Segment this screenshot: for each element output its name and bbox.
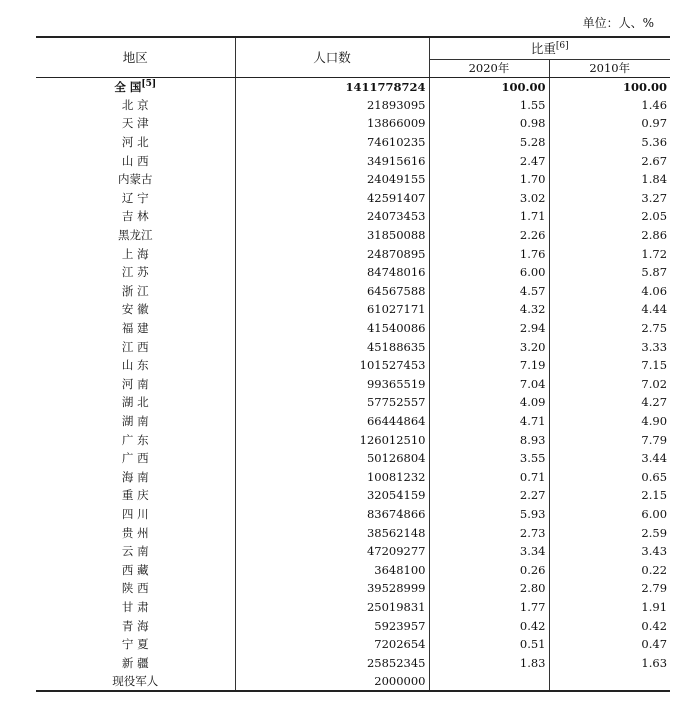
table-row bbox=[36, 449, 670, 468]
population-cell: 66444864 bbox=[235, 412, 429, 431]
population-cell: 21893095 bbox=[235, 96, 429, 115]
share-2010-cell: 2.75 bbox=[549, 319, 670, 338]
population-table bbox=[36, 36, 670, 692]
population-cell: 84748016 bbox=[235, 263, 429, 282]
share-2020-cell: 1.71 bbox=[429, 207, 549, 226]
region-name: 广 东 bbox=[121, 432, 149, 447]
table-row bbox=[36, 542, 670, 561]
region-name: 安 徽 bbox=[121, 302, 149, 317]
share-2020-cell: 0.42 bbox=[429, 616, 549, 635]
share-2020-cell: 4.32 bbox=[429, 300, 549, 319]
share-2020-cell: 2.47 bbox=[429, 151, 549, 170]
region-name: 辽 宁 bbox=[121, 190, 149, 205]
region-name: 山 东 bbox=[121, 358, 149, 373]
population-cell: 57752557 bbox=[235, 393, 429, 412]
population-cell: 34915616 bbox=[235, 151, 429, 170]
total-region: 全 国 bbox=[114, 79, 142, 94]
table-row bbox=[36, 356, 670, 375]
population-cell: 61027171 bbox=[235, 300, 429, 319]
table-row bbox=[36, 170, 670, 189]
share-2010-cell: 4.44 bbox=[549, 300, 670, 319]
region-name: 四 川 bbox=[121, 506, 149, 521]
share-2010-cell: 0.42 bbox=[549, 616, 670, 635]
share-2010-cell: 5.87 bbox=[549, 263, 670, 282]
table-row bbox=[36, 226, 670, 245]
share-2020-cell: 2.73 bbox=[429, 523, 549, 542]
table-row bbox=[36, 263, 670, 282]
table-row bbox=[36, 114, 670, 133]
share-2010-cell: 1.63 bbox=[549, 653, 670, 672]
share-2010-cell: 2.15 bbox=[549, 486, 670, 505]
share-2020-cell: 4.57 bbox=[429, 282, 549, 301]
share-2010-cell: 2.79 bbox=[549, 579, 670, 598]
table-row bbox=[36, 579, 670, 598]
region-name: 甘 肃 bbox=[121, 599, 149, 614]
table-row bbox=[36, 430, 670, 449]
share-2010-cell: 5.36 bbox=[549, 133, 670, 152]
share-2020-cell: 1.55 bbox=[429, 96, 549, 115]
header-share-label: 比重 bbox=[530, 41, 556, 57]
table-row bbox=[36, 337, 670, 356]
table-row-total bbox=[36, 77, 670, 96]
total-note: [5] bbox=[141, 78, 157, 89]
share-2010-cell: 3.33 bbox=[549, 337, 670, 356]
region-name: 重 庆 bbox=[121, 488, 149, 503]
share-2020-cell: 2.80 bbox=[429, 579, 549, 598]
population-cell: 42591407 bbox=[235, 189, 429, 208]
total-region-cell bbox=[36, 77, 235, 96]
population-cell: 25852345 bbox=[235, 653, 429, 672]
header-year-2020: 2020年 bbox=[429, 59, 549, 77]
table-row bbox=[36, 282, 670, 301]
region-name: 天 津 bbox=[121, 116, 149, 131]
region-name: 云 南 bbox=[121, 544, 149, 559]
population-cell: 50126804 bbox=[235, 449, 429, 468]
table-body bbox=[36, 77, 670, 691]
share-2020-cell: 4.09 bbox=[429, 393, 549, 412]
share-2020-cell: 7.04 bbox=[429, 375, 549, 394]
region-name: 陕 西 bbox=[121, 581, 149, 596]
table-row bbox=[36, 598, 670, 617]
table-row bbox=[36, 616, 670, 635]
population-cell: 2000000 bbox=[235, 672, 429, 691]
share-2020-cell: 8.93 bbox=[429, 430, 549, 449]
population-cell: 101527453 bbox=[235, 356, 429, 375]
population-cell: 32054159 bbox=[235, 486, 429, 505]
region-name: 河 南 bbox=[121, 376, 149, 391]
share-2010-cell: 2.59 bbox=[549, 523, 670, 542]
population-cell: 39528999 bbox=[235, 579, 429, 598]
share-2020-cell: 4.71 bbox=[429, 412, 549, 431]
population-cell: 7202654 bbox=[235, 635, 429, 654]
population-cell: 13866009 bbox=[235, 114, 429, 133]
region-name: 北 京 bbox=[121, 97, 149, 112]
share-2010-cell: 0.47 bbox=[549, 635, 670, 654]
share-2020-cell: 3.34 bbox=[429, 542, 549, 561]
table-row bbox=[36, 672, 670, 691]
region-name: 内蒙古 bbox=[118, 172, 153, 187]
header-population: 人口数 bbox=[235, 37, 429, 77]
population-cell: 64567588 bbox=[235, 282, 429, 301]
table-row bbox=[36, 300, 670, 319]
table-row bbox=[36, 653, 670, 672]
region-name: 江 西 bbox=[121, 339, 149, 354]
table-row bbox=[36, 635, 670, 654]
table-row bbox=[36, 467, 670, 486]
header-year-2010: 2010年 bbox=[549, 59, 670, 77]
population-cell: 126012510 bbox=[235, 430, 429, 449]
table-row bbox=[36, 505, 670, 524]
population-cell: 31850088 bbox=[235, 226, 429, 245]
share-2020-cell bbox=[429, 672, 549, 691]
share-2010-cell: 1.84 bbox=[549, 170, 670, 189]
share-2010-cell: 0.65 bbox=[549, 467, 670, 486]
share-2020-cell: 1.83 bbox=[429, 653, 549, 672]
share-2010-cell: 2.67 bbox=[549, 151, 670, 170]
share-2020-cell: 2.94 bbox=[429, 319, 549, 338]
table-row bbox=[36, 207, 670, 226]
share-2020-cell: 3.55 bbox=[429, 449, 549, 468]
share-2010-cell: 7.15 bbox=[549, 356, 670, 375]
share-2010-cell: 0.22 bbox=[549, 560, 670, 579]
region-name: 新 疆 bbox=[121, 655, 149, 670]
header-share-note: [6] bbox=[555, 41, 569, 52]
share-2010-cell: 1.46 bbox=[549, 96, 670, 115]
region-name: 福 建 bbox=[121, 321, 149, 336]
unit-label: 单位：人、% bbox=[582, 16, 654, 30]
share-2010-cell: 2.05 bbox=[549, 207, 670, 226]
share-2020-cell: 0.71 bbox=[429, 467, 549, 486]
share-2020-cell: 0.98 bbox=[429, 114, 549, 133]
share-2010-cell: 0.97 bbox=[549, 114, 670, 133]
share-2010-cell: 2.86 bbox=[549, 226, 670, 245]
table-row bbox=[36, 319, 670, 338]
share-2020-cell: 2.27 bbox=[429, 486, 549, 505]
total-share-2020: 100.00 bbox=[429, 77, 549, 96]
region-name: 湖 北 bbox=[121, 395, 149, 410]
region-name: 河 北 bbox=[121, 135, 149, 150]
table-row bbox=[36, 560, 670, 579]
share-2010-cell: 6.00 bbox=[549, 505, 670, 524]
region-name: 青 海 bbox=[121, 618, 149, 633]
share-2020-cell: 7.19 bbox=[429, 356, 549, 375]
share-2020-cell: 5.93 bbox=[429, 505, 549, 524]
share-2020-cell: 5.28 bbox=[429, 133, 549, 152]
population-cell: 47209277 bbox=[235, 542, 429, 561]
region-name: 宁 夏 bbox=[121, 637, 149, 652]
region-name: 山 西 bbox=[121, 153, 149, 168]
total-population: 1411778724 bbox=[235, 77, 429, 96]
population-cell: 24049155 bbox=[235, 170, 429, 189]
region-name: 湖 南 bbox=[121, 413, 149, 428]
share-2020-cell: 0.51 bbox=[429, 635, 549, 654]
share-2020-cell: 6.00 bbox=[429, 263, 549, 282]
table-row bbox=[36, 412, 670, 431]
region-name: 西 藏 bbox=[121, 562, 149, 577]
population-cell: 41540086 bbox=[235, 319, 429, 338]
population-cell: 10081232 bbox=[235, 467, 429, 486]
population-cell: 38562148 bbox=[235, 523, 429, 542]
table-row bbox=[36, 393, 670, 412]
table-row bbox=[36, 133, 670, 152]
table-row bbox=[36, 523, 670, 542]
share-2010-cell: 4.90 bbox=[549, 412, 670, 431]
table-row bbox=[36, 96, 670, 115]
share-2010-cell: 7.02 bbox=[549, 375, 670, 394]
region-name: 上 海 bbox=[121, 246, 149, 261]
population-cell: 25019831 bbox=[235, 598, 429, 617]
table-row bbox=[36, 244, 670, 263]
share-2020-cell: 1.76 bbox=[429, 244, 549, 263]
population-cell: 3648100 bbox=[235, 560, 429, 579]
share-2010-cell: 4.06 bbox=[549, 282, 670, 301]
table-row bbox=[36, 189, 670, 208]
region-name: 浙 江 bbox=[121, 283, 149, 298]
population-cell: 24870895 bbox=[235, 244, 429, 263]
share-2010-cell: 3.43 bbox=[549, 542, 670, 561]
share-2020-cell: 2.26 bbox=[429, 226, 549, 245]
region-name: 海 南 bbox=[121, 469, 149, 484]
population-cell: 5923957 bbox=[235, 616, 429, 635]
share-2020-cell: 1.77 bbox=[429, 598, 549, 617]
table-row bbox=[36, 375, 670, 394]
share-2010-cell: 3.27 bbox=[549, 189, 670, 208]
share-2010-cell bbox=[549, 672, 670, 691]
share-2020-cell: 3.20 bbox=[429, 337, 549, 356]
population-cell: 24073453 bbox=[235, 207, 429, 226]
population-cell: 83674866 bbox=[235, 505, 429, 524]
table-row bbox=[36, 151, 670, 170]
share-2010-cell: 4.27 bbox=[549, 393, 670, 412]
header-region: 地区 bbox=[36, 37, 235, 77]
region-name: 黑龙江 bbox=[118, 228, 153, 243]
share-2020-cell: 3.02 bbox=[429, 189, 549, 208]
share-2020-cell: 1.70 bbox=[429, 170, 549, 189]
share-2020-cell: 0.26 bbox=[429, 560, 549, 579]
header-share bbox=[429, 37, 670, 59]
population-cell: 99365519 bbox=[235, 375, 429, 394]
total-share-2010: 100.00 bbox=[549, 77, 670, 96]
region-name: 江 苏 bbox=[121, 265, 149, 280]
region-name: 现役军人 bbox=[36, 672, 235, 691]
share-2010-cell: 1.91 bbox=[549, 598, 670, 617]
share-2010-cell: 7.79 bbox=[549, 430, 670, 449]
region-name: 贵 州 bbox=[121, 525, 149, 540]
population-cell: 74610235 bbox=[235, 133, 429, 152]
region-name: 吉 林 bbox=[121, 209, 149, 224]
population-cell: 45188635 bbox=[235, 337, 429, 356]
table-row bbox=[36, 486, 670, 505]
share-2010-cell: 1.72 bbox=[549, 244, 670, 263]
share-2010-cell: 3.44 bbox=[549, 449, 670, 468]
region-name: 广 西 bbox=[121, 451, 149, 466]
